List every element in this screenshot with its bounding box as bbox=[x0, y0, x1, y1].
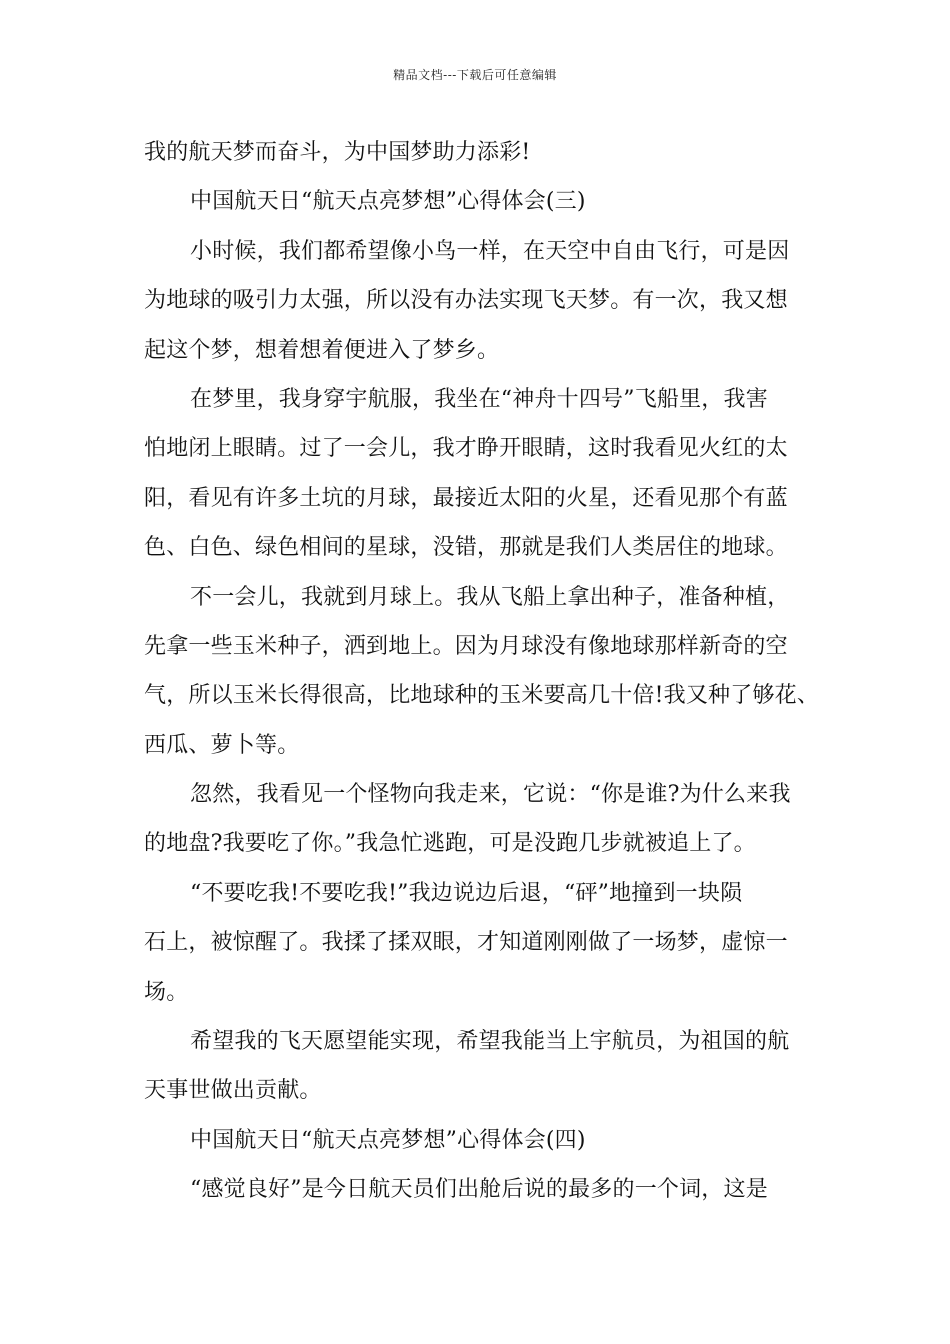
text-line: 希望我的飞天愿望能实现，希望我能当上宇航员，为祖国的航 bbox=[190, 1029, 790, 1055]
text-line: 忽然，我看见一个怪物向我走来，它说：“你是谁?为什么来我 bbox=[190, 782, 791, 808]
text-line: 起这个梦，想着想着便进入了梦乡。 bbox=[144, 337, 500, 363]
text-line: 在梦里，我身穿宇航服，我坐在“神舟十四号”飞船里，我害 bbox=[190, 386, 768, 412]
text-line: 为地球的吸引力太强，所以没有办法实现飞天梦。有一次，我又想 bbox=[144, 288, 788, 314]
text-line: 天事世做出贡献。 bbox=[144, 1078, 322, 1104]
text-line: 气，所以玉米长得很高，比地球种的玉米要高几十倍!我又种了够花、 bbox=[144, 683, 820, 709]
text-line: 场。 bbox=[144, 979, 189, 1005]
text-line: 怕地闭上眼睛。过了一会儿，我才睁开眼睛，这时我看见火红的太 bbox=[144, 436, 788, 462]
page-header: 精品文档---下载后可任意编辑 bbox=[393, 68, 557, 82]
text-line: 西瓜、萝卜等。 bbox=[144, 732, 300, 758]
text-line: 中国航天日“航天点亮梦想”心得体会(四) bbox=[190, 1127, 586, 1153]
text-line: 先拿一些玉米种子，洒到地上。因为月球没有像地球那样新奇的空 bbox=[144, 633, 788, 659]
text-line: 的地盘?我要吃了你。”我急忙逃跑，可是没跑几步就被追上了。 bbox=[144, 831, 756, 857]
text-line: 中国航天日“航天点亮梦想”心得体会(三) bbox=[190, 189, 586, 215]
text-line: 我的航天梦而奋斗，为中国梦助力添彩! bbox=[144, 140, 531, 165]
text-line: 阳，看见有许多土坑的月球，最接近太阳的火星，还看见那个有蓝 bbox=[144, 485, 788, 511]
text-line: “不要吃我!不要吃我!”我边说边后退，“砰”地撞到一块陨 bbox=[190, 880, 743, 906]
text-line: 色、白色、绿色相间的星球，没错，那就是我们人类居住的地球。 bbox=[144, 535, 788, 561]
text-line: 石上，被惊醒了。我揉了揉双眼，才知道刚刚做了一场梦，虚惊一 bbox=[144, 930, 788, 956]
text-line: 小时候，我们都希望像小鸟一样，在天空中自由飞行，可是因 bbox=[190, 238, 790, 264]
text-line: “感觉良好”是今日航天员们出舱后说的最多的一个词，这是 bbox=[190, 1177, 768, 1203]
text-line: 不一会儿，我就到月球上。我从飞船上拿出种子，准备种植， bbox=[190, 584, 790, 610]
document-body bbox=[144, 128, 834, 1215]
